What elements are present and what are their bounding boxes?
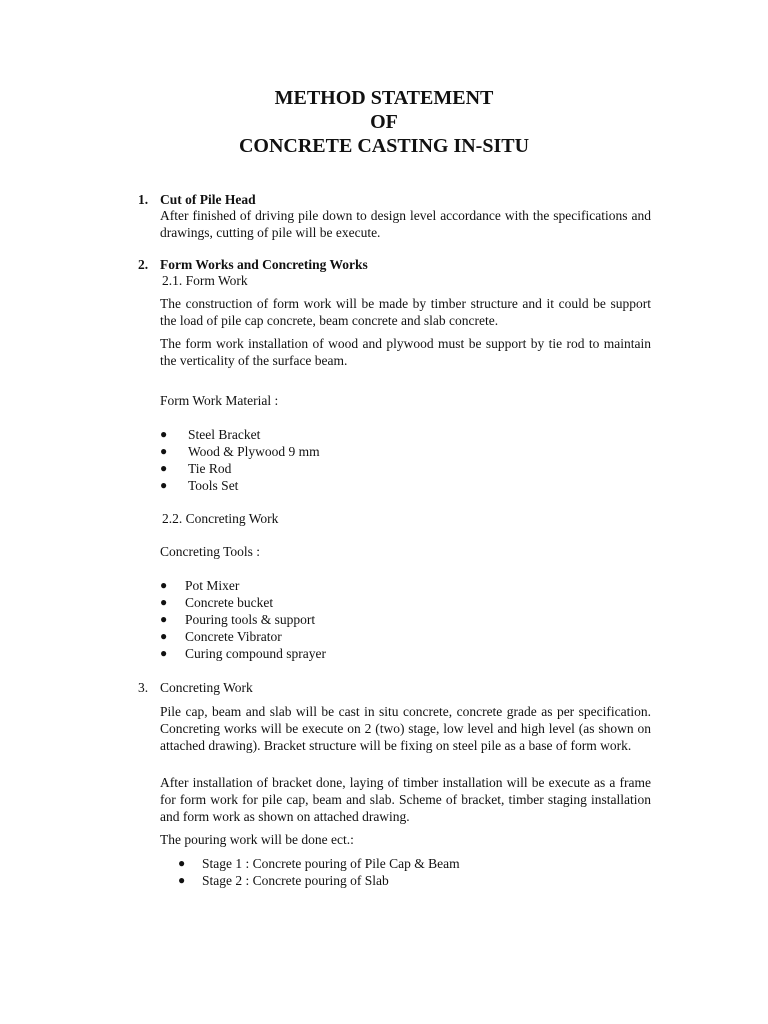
bullet-icon: ●: [160, 629, 168, 643]
title-line-3: CONCRETE CASTING IN-SITU: [238, 135, 530, 157]
section-1-number: 1.: [138, 192, 149, 207]
document-title: [0, 86, 768, 158]
section-2-paragraph-1: The construction of form work will be made by timber structure and it could be support the load of pile cap concrete, beam concrete and slab concrete.: [160, 296, 651, 328]
title-line-2: OF: [370, 111, 398, 133]
bullet-icon: ●: [178, 873, 186, 887]
bullet-icon: ●: [160, 646, 168, 660]
document-page: METHOD STATEMENT OF CONCRETE CASTING IN-SITU 1. Cut of Pile Head After finished of driving pile down to design level accordance with the specifications and drawings, cutting of pile will be execute. 2. Form Works and Concreting Works 2.1. Form Work The construction of form work will be made by timber structure and it could be support the load of pile cap concrete, beam concrete and slab concrete. The form work installation of wood and plywood must be support by tie rod to maintain the verticality of the surface beam. Form Work Material : ● Steel Bracket ● Wood & Plywood 9 mm ● Tie Rod ● Tools Set 2.2. Concreting Work Concreting Tools : ● Pot Mixer ● Concrete bucket ● Pouring tools & support ● Concrete Vibrator ● Curing compound sprayer 3. Concreting Work Pile cap, beam and slab will be cast in situ concrete, concrete grade as per specification. Concreting works will be execute on 2 (two) stage, low level and high level (as shown on attached drawing). Bracket structure will be fixing on steel pile as a base of form work. After installation of bracket done, laying of timber installation will be execute as a frame for form work for pile cap, beam and slab. Scheme of bracket, timber staging installation and form work as shown on attached drawing. The pouring work will be done ect.: ● Stage 1 : Concrete pouring of Pile Cap & Beam ● Stage 2 : Concrete pouring of Slab: [0, 0, 768, 1024]
bullet-icon: ●: [160, 595, 168, 609]
bullet-icon: ●: [178, 856, 186, 870]
section-3-paragraph-2: After installation of bracket done, laying of timber installation will be execute as a frame for form work for pile cap, beam and slab. Scheme of bracket, timber staging installation and form work as shown on attached drawing.: [160, 775, 651, 824]
bullet-icon: ●: [160, 461, 168, 475]
section-3-number: 3.: [138, 680, 149, 695]
section-1-title: Cut of Pile Head: [160, 192, 256, 207]
subsection-2-1-heading: 2.1. Form Work: [162, 273, 248, 288]
section-2-number: 2.: [138, 257, 149, 272]
bullet-icon: ●: [160, 444, 168, 458]
concreting-tools-label: Concreting Tools :: [160, 544, 261, 559]
bullet-icon: ●: [160, 478, 168, 492]
section-1-body: After finished of driving pile down to design level accordance with the specifications and drawings, cutting of pile will be execute.: [160, 208, 651, 240]
subsection-2-2-heading: 2.2. Concreting Work: [162, 511, 279, 526]
section-2-title: Form Works and Concreting Works: [160, 257, 368, 272]
section-3-paragraph-1: Pile cap, beam and slab will be cast in situ concrete, concrete grade as per specification. Concreting works will be execute on 2 (two) stage, low level and high level (as shown on attached drawing). Bracket structure will be fixing on steel pile as a base of form work.: [160, 704, 651, 753]
bullet-icon: ●: [160, 612, 168, 626]
pouring-work-label: The pouring work will be done ect.:: [160, 832, 354, 847]
title-line-1: METHOD STATEMENT: [274, 87, 494, 109]
bullet-icon: ●: [160, 578, 168, 592]
bullet-icon: ●: [160, 427, 168, 441]
section-3-title: Concreting Work: [160, 680, 253, 695]
form-work-material-label: Form Work Material :: [160, 393, 279, 408]
section-2-paragraph-2: The form work installation of wood and plywood must be support by tie rod to maintain the verticality of the surface beam.: [160, 336, 651, 368]
